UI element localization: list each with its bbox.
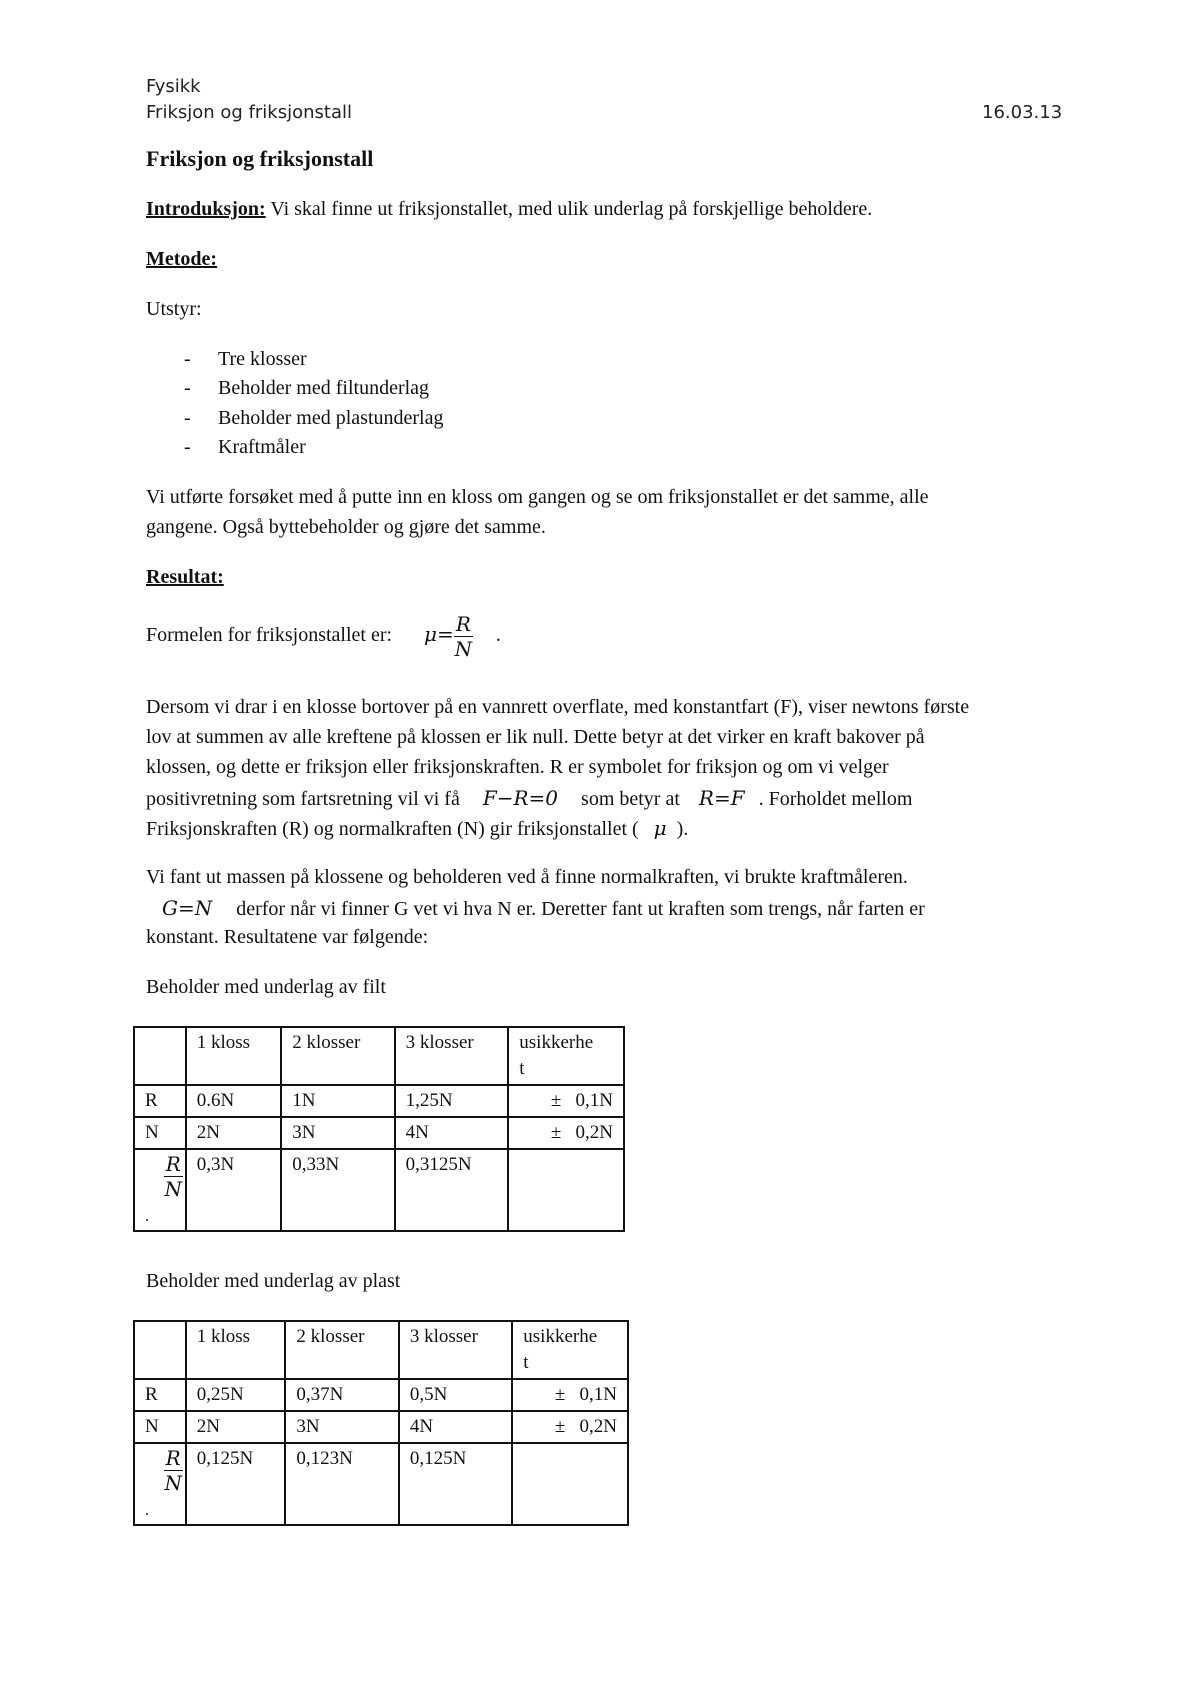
result-paragraph-line: positivretning som fartsretning vil vi få F−R=0 som betyr at R=F . Forholdet mellom: [146, 786, 913, 810]
table-header-cell: usikkerhe t: [512, 1321, 628, 1379]
method-heading: Metode:: [146, 248, 218, 270]
document-title: Friksjon og friksjonstall: [146, 146, 374, 171]
uncertainty-cell: [508, 1149, 624, 1231]
result-heading: Resultat:: [146, 566, 224, 588]
table-header-cell: 2 klosser: [285, 1321, 398, 1379]
equipment-label: Utstyr:: [146, 298, 202, 320]
uncertainty-cell: ± 0,2N: [512, 1411, 628, 1443]
result-paragraph-line: klossen, og dette er friksjon eller friksjonskraften. R er symbolet for friksjon og om vi velger: [146, 756, 889, 778]
table-cell: 4N: [395, 1117, 509, 1149]
header-topic: Friksjon og friksjonstall: [146, 102, 352, 123]
uncertainty-cell: [512, 1443, 628, 1525]
result-paragraph-line: G=N derfor når vi finner G vet vi hva N er. Deretter fant ut kraften som trengs, når farten er: [162, 896, 925, 920]
row-label-fraction: $\frac{R}{N}$ .: [134, 1149, 186, 1231]
formula-line: Formelen for friksjonstallet er: μ= $\frac{R}{N}$ .: [146, 612, 501, 661]
equation-g-equals-n: G=N: [162, 896, 213, 920]
row-label: N: [134, 1117, 186, 1149]
row-label: N: [134, 1411, 186, 1443]
table-cell: 0,125N: [186, 1443, 286, 1525]
uncertainty-cell: ± 0,2N: [508, 1117, 624, 1149]
header-date: 16.03.13: [982, 102, 1063, 123]
mu-symbol: μ: [653, 816, 667, 840]
table-header-cell: 3 klosser: [395, 1027, 509, 1085]
friction-formula-fraction: $\frac{R}{N}$: [454, 612, 473, 661]
table-cell: 0,5N: [399, 1379, 512, 1411]
header-subject: Fysikk: [146, 76, 201, 97]
table-header-cell: [134, 1321, 186, 1379]
table-cell: 3N: [281, 1117, 394, 1149]
table-caption-felt: Beholder med underlag av filt: [146, 976, 386, 998]
row-label: R: [134, 1379, 186, 1411]
equation-r-equals-f: R=F: [698, 786, 745, 810]
method-description-line: gangene. Også byttebeholder og gjøre det samme.: [146, 516, 546, 538]
method-description-line: Vi utførte forsøket med å putte inn en kloss om gangen og se om friksjonstallet er det samme, alle: [146, 486, 929, 508]
table-cell: 3N: [285, 1411, 398, 1443]
result-paragraph-line: konstant. Resultatene var følgende:: [146, 926, 429, 948]
table-header-cell: 2 klosser: [281, 1027, 394, 1085]
table-cell: 0,125N: [399, 1443, 512, 1525]
table-cell: 0,123N: [285, 1443, 398, 1525]
table-cell: 0,3N: [186, 1149, 281, 1231]
table-cell: 2N: [186, 1411, 286, 1443]
intro-text: Vi skal finne ut friksjonstallet, med ulik underlag på forskjellige beholdere.: [265, 198, 873, 220]
table-cell: 1N: [281, 1085, 394, 1117]
table-cell: 1,25N: [395, 1085, 509, 1117]
table-cell: 0,3125N: [395, 1149, 509, 1231]
uncertainty-cell: ± 0,1N: [512, 1379, 628, 1411]
table-header-cell: [134, 1027, 186, 1085]
row-label: R: [134, 1085, 186, 1117]
table-cell: 2N: [186, 1117, 281, 1149]
intro-label: Introduksjon:: [146, 198, 266, 220]
table-cell: 4N: [399, 1411, 512, 1443]
table-caption-plastic: Beholder med underlag av plast: [146, 1270, 401, 1292]
table-header-cell: 1 kloss: [186, 1321, 286, 1379]
plastic-results-table: [133, 1320, 629, 1526]
result-paragraph-line: Friksjonskraften (R) og normalkraften (N) gir friksjonstallet ( μ ).: [146, 816, 689, 840]
equation-f-minus-r: F−R=0: [482, 786, 559, 810]
table-cell: 0,37N: [285, 1379, 398, 1411]
table-header-cell: 1 kloss: [186, 1027, 281, 1085]
result-paragraph-line: Vi fant ut massen på klossene og beholderen ved å finne normalkraften, vi brukte kraftmåleren.: [146, 866, 908, 888]
table-header-cell: usikkerhe t: [508, 1027, 624, 1085]
uncertainty-cell: ± 0,1N: [508, 1085, 624, 1117]
table-cell: 0,33N: [281, 1149, 394, 1231]
mu-symbol: μ: [424, 622, 438, 647]
result-paragraph-line: Dersom vi drar i en klosse bortover på en vannrett overflate, med konstantfart (F), viser newtons første: [146, 696, 970, 718]
table-header-cell: 3 klosser: [399, 1321, 512, 1379]
intro-paragraph: [146, 198, 872, 221]
table-cell: 0.6N: [186, 1085, 281, 1117]
table-cell: 0,25N: [186, 1379, 286, 1411]
result-paragraph-line: lov at summen av alle kreftene på klossen er lik null. Dette betyr at det virker en kraft bakover på: [146, 726, 925, 748]
felt-results-table: [133, 1026, 625, 1232]
row-label-fraction: $\frac{R}{N}$ .: [134, 1443, 186, 1525]
